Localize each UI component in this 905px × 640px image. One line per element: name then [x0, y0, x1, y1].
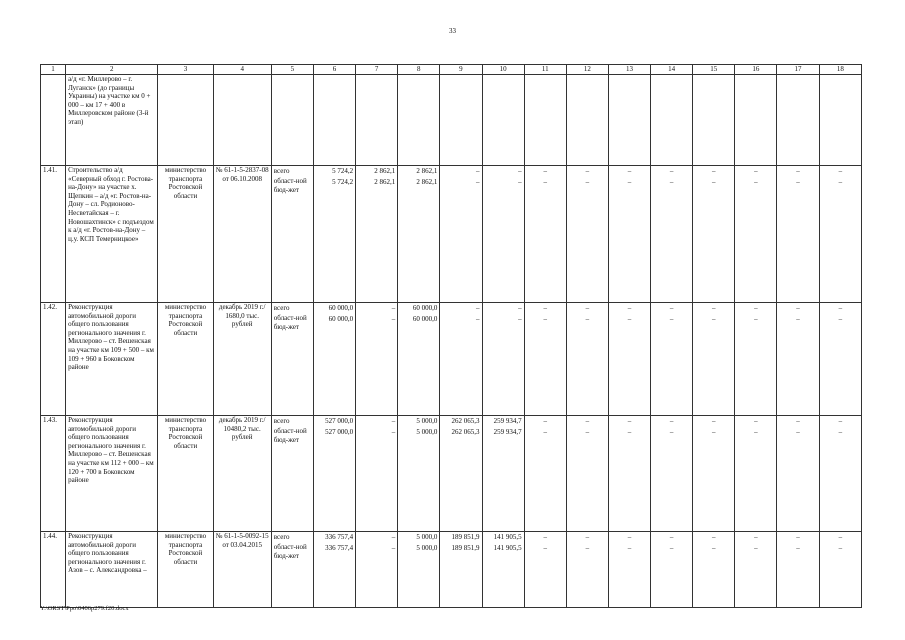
page-number: 33 [449, 27, 456, 35]
future-year-line: – [543, 315, 547, 323]
future-year-amount [693, 532, 735, 608]
future-year-amount [735, 416, 777, 532]
future-year-amount [777, 166, 819, 303]
future-year-line: – [627, 417, 632, 425]
row-number: 1.43. [41, 416, 66, 532]
year2-amount-line: 2 862,1 [416, 167, 438, 175]
year2-amount-line: 60 000,0 [412, 315, 438, 323]
future-year-amount [524, 532, 566, 608]
year1-amount [356, 166, 398, 303]
year1-amount-line: – [391, 544, 396, 552]
document-ref: декабрь 2019 г./ 10480,2 тыс. рублей [213, 416, 271, 532]
column-header: 12 [566, 65, 608, 75]
total-amount-line: 336 757,4 [325, 533, 354, 541]
future-year-line: – [543, 304, 547, 312]
future-year-line: – [754, 315, 758, 323]
future-year-amount [819, 532, 861, 608]
future-year-amount [651, 532, 693, 608]
future-year-line: – [754, 533, 758, 541]
future-year-amount [608, 532, 650, 608]
source-budget-label: област-ной бюд-жет [273, 543, 307, 560]
future-year-amount [651, 416, 693, 532]
future-year-line: – [585, 544, 590, 552]
year4-amount-line: – [518, 315, 522, 323]
year2-amount-line: 5 000,0 [416, 417, 438, 425]
column-header: 13 [608, 65, 650, 75]
source-total-label: всего [273, 533, 290, 541]
future-year-line: – [712, 417, 716, 425]
total-amount-line: 5 724,2 [332, 178, 354, 186]
future-year-amount [819, 303, 861, 416]
future-year-line: – [796, 304, 800, 312]
future-year-line: – [627, 533, 632, 541]
future-year-line: – [754, 304, 758, 312]
column-header: 4 [213, 65, 271, 75]
future-year-line: – [627, 315, 632, 323]
year3-amount-line: – [476, 178, 480, 186]
future-year-amount [651, 303, 693, 416]
future-year-amount [693, 303, 735, 416]
future-year-line: – [796, 417, 800, 425]
year1-amount [356, 303, 398, 416]
future-year-line: – [543, 417, 547, 425]
total-amount-line: 60 000,0 [328, 304, 354, 312]
project-name: Реконструкция автомобильной дороги общего пользования регионального значения г. Азов – с. Александровка – [66, 532, 158, 608]
funding-source [271, 532, 313, 608]
future-year-line: – [669, 315, 674, 323]
future-year-amount [735, 532, 777, 608]
customer: министерство транспорта Ростовской области [158, 166, 213, 303]
future-year-line: – [754, 428, 758, 436]
year4-amount [482, 166, 524, 303]
year3-amount-line: 189 851,9 [451, 533, 480, 541]
table-row [41, 416, 862, 532]
future-year-line: – [627, 178, 632, 186]
year4-amount-line: 259 934,7 [493, 417, 522, 425]
funding-source [271, 166, 313, 303]
future-year-amount [777, 532, 819, 608]
year1-amount-line: – [391, 315, 396, 323]
column-header: 14 [651, 65, 693, 75]
future-year-line: – [796, 167, 800, 175]
total-amount [313, 166, 355, 303]
year1-amount-line: – [391, 417, 396, 425]
future-year-line: – [712, 533, 716, 541]
future-year-line: – [754, 167, 758, 175]
future-year-line: – [627, 167, 632, 175]
year3-amount-line: – [476, 167, 480, 175]
year2-amount [398, 166, 440, 303]
future-year-amount [735, 166, 777, 303]
project-name: Реконструкция автомобильной дороги общего пользования регионального значения г. Миллерово – ст. Вешенская на участке км 112 + 000 – км 120 + 700 в Боковском районе [66, 416, 158, 532]
future-year-line: – [796, 428, 800, 436]
future-year-line: – [838, 315, 843, 323]
future-year-amount [651, 166, 693, 303]
total-amount [313, 532, 355, 608]
future-year-line: – [669, 167, 674, 175]
year4-amount-line: 141 905,5 [493, 533, 522, 541]
table-row [41, 303, 862, 416]
column-header: 2 [66, 65, 158, 75]
total-amount-line: 336 757,4 [325, 544, 354, 552]
future-year-line: – [627, 428, 632, 436]
future-year-line: – [712, 178, 716, 186]
year4-amount [482, 532, 524, 608]
future-year-line: – [585, 533, 590, 541]
future-year-line: – [585, 304, 590, 312]
future-year-amount [524, 303, 566, 416]
column-header: 6 [313, 65, 355, 75]
future-year-line: – [838, 417, 843, 425]
future-year-amount [566, 416, 608, 532]
year4-amount-line: 259 934,7 [493, 428, 522, 436]
year2-amount [398, 532, 440, 608]
year2-amount-line: 5 000,0 [416, 533, 438, 541]
total-amount [313, 416, 355, 532]
year4-amount [482, 416, 524, 532]
year1-amount-line: 2 862,1 [374, 167, 396, 175]
year4-amount [482, 303, 524, 416]
future-year-line: – [585, 178, 590, 186]
future-year-line: – [543, 544, 547, 552]
year1-amount [356, 532, 398, 608]
year4-amount-line: – [518, 304, 522, 312]
column-header: 3 [158, 65, 213, 75]
column-header: 11 [524, 65, 566, 75]
customer: министерство транспорта Ростовской области [158, 532, 213, 608]
future-year-amount [693, 166, 735, 303]
year1-amount [356, 416, 398, 532]
future-year-line: – [796, 533, 800, 541]
year3-amount [440, 303, 482, 416]
column-header: 16 [735, 65, 777, 75]
future-year-line: – [838, 533, 843, 541]
future-year-line: – [669, 533, 674, 541]
column-header: 9 [440, 65, 482, 75]
table-row [41, 532, 862, 608]
year2-amount-line: 5 000,0 [416, 544, 438, 552]
document-ref: № 61-1-5-2837-08 от 06.10.2008 [213, 166, 271, 303]
funding-source [271, 416, 313, 532]
column-header: 15 [693, 65, 735, 75]
column-header: 8 [398, 65, 440, 75]
year3-amount-line: 262 065,3 [451, 428, 480, 436]
project-name: Строительство а/д «Северный обход г. Ростова-на-Дону» на участке х. Щепкин – а/д «г. Ростов-на-Дону – сл. Родионово-Несветайская – г. Новошахтинск» с подъездом к а/д «г. Ростов-на-Дону – ц.у. КСП Темерницкое» [66, 166, 158, 303]
future-year-line: – [838, 544, 843, 552]
project-name: Реконструкция автомобильной дороги общего пользования регионального значения г. Миллерово – ст. Вешенская на участке км 109 + 500 – км 109 + 960 в Боковском районе [66, 303, 158, 416]
row-number: 1.44. [41, 532, 66, 608]
document-ref: декабрь 2019 г./ 1680,0 тыс. рублей [213, 303, 271, 416]
row-number: 1.42. [41, 303, 66, 416]
row-number [41, 75, 66, 166]
future-year-line: – [669, 544, 674, 552]
year4-amount-line: – [518, 178, 522, 186]
year3-amount [440, 532, 482, 608]
future-year-line: – [838, 304, 843, 312]
future-year-line: – [712, 304, 716, 312]
future-year-amount [566, 532, 608, 608]
document-ref: № 61-1-5-0092-15 от 03.04.2015 [213, 532, 271, 608]
future-year-line: – [754, 417, 758, 425]
customer: министерство транспорта Ростовской области [158, 303, 213, 416]
future-year-line: – [712, 428, 716, 436]
future-year-line: – [796, 544, 800, 552]
future-year-line: – [627, 304, 632, 312]
future-year-line: – [543, 533, 547, 541]
project-name: а/д «г. Миллерово – г. Луганск» (до границы Украины) на участке км 0 + 000 – км 17 + 400 в Миллеровском районе (3-й этап) [66, 75, 158, 166]
table-row [41, 166, 862, 303]
column-header: 17 [777, 65, 819, 75]
budget-table [40, 64, 862, 608]
year3-amount-line: – [476, 315, 480, 323]
total-amount-line: 60 000,0 [328, 315, 354, 323]
column-header: 10 [482, 65, 524, 75]
source-total-label: всего [273, 167, 290, 175]
year3-amount-line: – [476, 304, 480, 312]
year2-amount-line: 60 000,0 [412, 304, 438, 312]
future-year-line: – [754, 178, 758, 186]
year2-amount-line: 2 862,1 [416, 178, 438, 186]
future-year-line: – [543, 428, 547, 436]
column-header: 1 [41, 65, 66, 75]
future-year-amount [608, 416, 650, 532]
column-header: 7 [356, 65, 398, 75]
future-year-amount [819, 166, 861, 303]
header-row [41, 65, 862, 75]
future-year-amount [777, 416, 819, 532]
future-year-line: – [796, 315, 800, 323]
continuation-row [41, 75, 862, 166]
column-header: 18 [819, 65, 861, 75]
future-year-line: – [712, 544, 716, 552]
year3-amount [440, 416, 482, 532]
future-year-amount [735, 303, 777, 416]
future-year-amount [819, 416, 861, 532]
future-year-amount [608, 303, 650, 416]
source-budget-label: област-ной бюд-жет [273, 314, 307, 331]
total-amount-line: 5 724,2 [332, 167, 354, 175]
future-year-line: – [712, 315, 716, 323]
future-year-line: – [585, 417, 590, 425]
future-year-line: – [796, 178, 800, 186]
source-total-label: всего [273, 304, 290, 312]
future-year-line: – [669, 417, 674, 425]
year4-amount-line: – [518, 167, 522, 175]
year2-amount [398, 303, 440, 416]
source-budget-label: област-ной бюд-жет [273, 177, 307, 194]
year4-amount-line: 141 905,5 [493, 544, 522, 552]
total-amount [313, 303, 355, 416]
future-year-line: – [838, 428, 843, 436]
year1-amount-line: – [391, 304, 396, 312]
year1-amount-line: – [391, 533, 396, 541]
funding-source [271, 303, 313, 416]
future-year-line: – [627, 544, 632, 552]
column-header: 5 [271, 65, 313, 75]
future-year-amount [566, 166, 608, 303]
year2-amount [398, 416, 440, 532]
future-year-line: – [585, 315, 590, 323]
future-year-amount [777, 303, 819, 416]
future-year-line: – [585, 167, 590, 175]
customer: министерство транспорта Ростовской области [158, 416, 213, 532]
year1-amount-line: 2 862,1 [374, 178, 396, 186]
future-year-line: – [669, 304, 674, 312]
future-year-line: – [838, 178, 843, 186]
future-year-line: – [838, 167, 843, 175]
future-year-line: – [754, 544, 758, 552]
source-budget-label: област-ной бюд-жет [273, 427, 307, 444]
future-year-amount [608, 166, 650, 303]
row-number: 1.41. [41, 166, 66, 303]
year3-amount-line: 262 065,3 [451, 417, 480, 425]
source-total-label: всего [273, 417, 290, 425]
file-path-footer: Y:\ORST\Ppo\0406p279.f20.docx [40, 605, 129, 612]
future-year-line: – [712, 167, 716, 175]
total-amount-line: 527 000,0 [325, 428, 354, 436]
future-year-amount [693, 416, 735, 532]
future-year-line: – [669, 428, 674, 436]
future-year-line: – [543, 167, 547, 175]
total-amount-line: 527 000,0 [325, 417, 354, 425]
future-year-line: – [669, 178, 674, 186]
future-year-line: – [543, 178, 547, 186]
future-year-amount [524, 416, 566, 532]
future-year-amount [566, 303, 608, 416]
year3-amount-line: 189 851,9 [451, 544, 480, 552]
year3-amount [440, 166, 482, 303]
year2-amount-line: 5 000,0 [416, 428, 438, 436]
future-year-amount [524, 166, 566, 303]
year1-amount-line: – [391, 428, 396, 436]
future-year-line: – [585, 428, 590, 436]
